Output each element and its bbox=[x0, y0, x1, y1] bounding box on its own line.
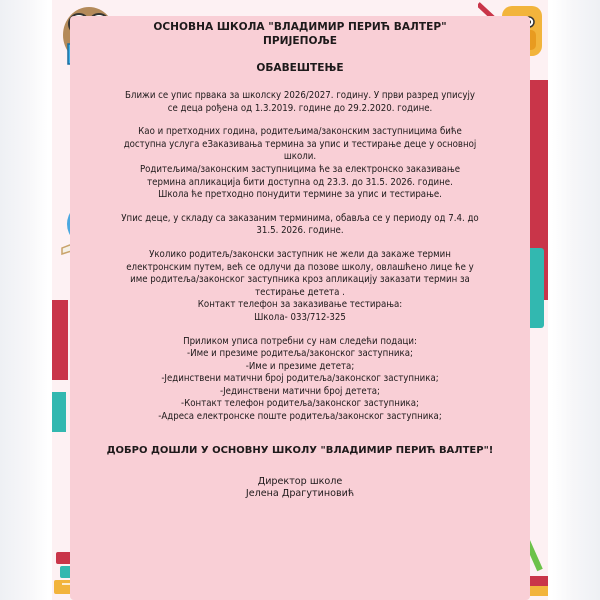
signature-block bbox=[70, 476, 530, 501]
text-line: термина апликација бити доступна од 23.3. до 31.5. 2026. године. bbox=[147, 176, 453, 188]
text-line: Приликом уписа потребни су нам следећи подаци: bbox=[183, 335, 417, 347]
list-item: -Јединствени матични број родитеља/законског заступника; bbox=[161, 373, 439, 385]
paragraph-phone-scheduling bbox=[70, 249, 530, 325]
paragraph-required-data bbox=[70, 336, 530, 424]
text-line: тестирање детета . bbox=[255, 286, 345, 298]
paragraph-enrollment-dates bbox=[70, 90, 530, 115]
text-line: име родитеља/законског заступника кроз апликацију заказати термин за bbox=[130, 274, 470, 286]
signature-role: Директор школе bbox=[257, 475, 343, 487]
text-line: се деца рођена од 1.3.2019. године до 29.2.2020. године. bbox=[167, 102, 433, 114]
text-line: школи. bbox=[283, 151, 317, 163]
notice-title: ОБАВЕШТЕЊЕ bbox=[256, 62, 344, 74]
list-item: -Име и презиме родитеља/законског заступника; bbox=[187, 348, 413, 360]
list-item: -Контакт телефон родитеља/законског заступника; bbox=[181, 398, 419, 410]
list-item: -Име и презиме детета; bbox=[245, 360, 355, 372]
school-name: ОСНОВНА ШКОЛА "ВЛАДИМИР ПЕРИЋ ВАЛТЕР" bbox=[153, 21, 447, 33]
red-stripe-left bbox=[52, 300, 68, 380]
list-item: -Адреса електронске поште родитеља/законског заступника; bbox=[158, 411, 442, 423]
text-line: доступна услуга еЗаказивања термина за упис и тестирање деце у основној bbox=[123, 138, 477, 150]
notice-content bbox=[70, 20, 530, 501]
text-line: Као и претходних година, родитељима/законским заступницима биће bbox=[138, 126, 462, 138]
outer-margin-right bbox=[552, 0, 600, 600]
paragraph-enrollment-period bbox=[70, 213, 530, 238]
text-line: 31.5. 2026. године. bbox=[256, 225, 344, 237]
teal-block-left bbox=[52, 392, 66, 432]
list-item: -Јединствени матични број детета; bbox=[220, 385, 380, 397]
school-town: ПРИЈЕПОЉЕ bbox=[262, 35, 337, 47]
text-line: Ближи се упис првака за школску 2026/2027. годину. У први разред уписују bbox=[125, 90, 475, 101]
text-line: Упис деце, у складу са заказаним терминима, обавља се у периоду од 7.4. до bbox=[121, 212, 479, 224]
text-line: Уколико родитељ/законски заступник не жели да закаже термин bbox=[149, 248, 451, 260]
welcome-message: ДОБРО ДОШЛИ У ОСНОВНУ ШКОЛУ "ВЛАДИМИР ПЕРИЋ ВАЛТЕР"! bbox=[106, 444, 494, 456]
outer-margin-left bbox=[0, 0, 48, 600]
text-line: Родитељима/законским заступницима ће за електронско заказивање bbox=[139, 163, 461, 175]
text-line: електронским путем, већ се одлучи да позове школу, овлашћено лице ће у bbox=[126, 261, 474, 273]
contact-phone-label: Контакт телефон за заказивање тестирања: bbox=[197, 299, 403, 311]
text-line: Школа ће претходно понудити термине за упис и тестирање. bbox=[158, 189, 442, 201]
paragraph-e-scheduling bbox=[70, 126, 530, 202]
signature-name: Јелена Драгутиновић bbox=[245, 488, 355, 500]
contact-phone-number: Школа- 033/712-325 bbox=[254, 311, 346, 323]
